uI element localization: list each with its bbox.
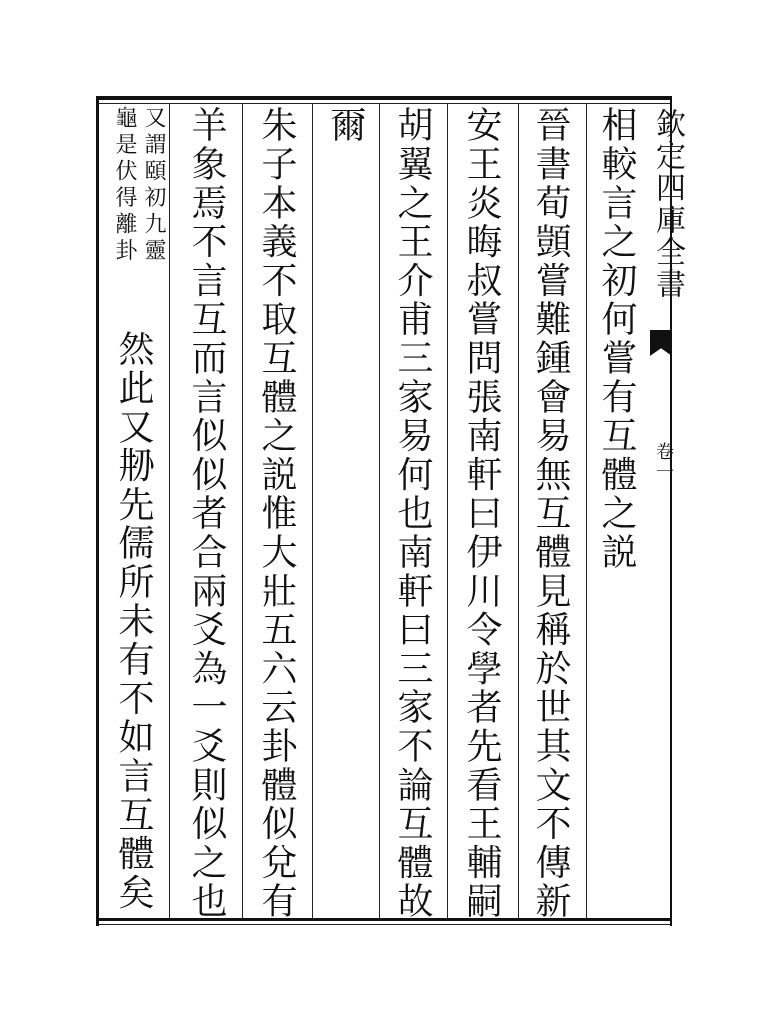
frame-bottom-inner-border [96, 924, 672, 925]
column-rule [312, 104, 313, 918]
column-rule [447, 104, 448, 918]
annotation-right-line: 又謂頤初九靈 [141, 106, 166, 265]
annotation-left-line: 龜是伏得離卦 [112, 106, 137, 265]
text-column-5: 爾 [325, 106, 366, 145]
column-rule [518, 104, 519, 918]
text-column-4: 胡翼之王介甫三家易何也南軒曰三家不論互體故 [392, 106, 433, 921]
column-rule [169, 104, 170, 918]
fishtail-mark-icon [650, 330, 672, 356]
column-rule [586, 104, 587, 918]
column-rule [242, 104, 243, 918]
text-column-2: 晉書荀顗嘗難鍾會易無互體見稱於世其文不傳新 [530, 106, 571, 921]
text-column-1: 相較言之初何嘗有互體之説 [596, 106, 637, 572]
text-column-3: 安王炎晦叔嘗問張南軒曰伊川令學者先看王輔嗣 [461, 106, 502, 921]
juan-number: 卷一 [653, 442, 674, 482]
text-column-8: 然此又刱先儒所未有不如言互體矣 [113, 330, 154, 912]
text-column-6: 朱子本義不取互體之説惟大壯五六云卦體似兌有 [256, 106, 297, 921]
frame-left-border [96, 96, 99, 926]
column-rule [379, 104, 380, 918]
frame-top-border [96, 96, 672, 100]
frame-bottom-border [96, 918, 672, 921]
book-title: 欽定四庫全書 [650, 108, 685, 300]
text-column-7: 羊象焉不言互而言似似者合兩爻為一爻則似之也 [186, 106, 227, 921]
